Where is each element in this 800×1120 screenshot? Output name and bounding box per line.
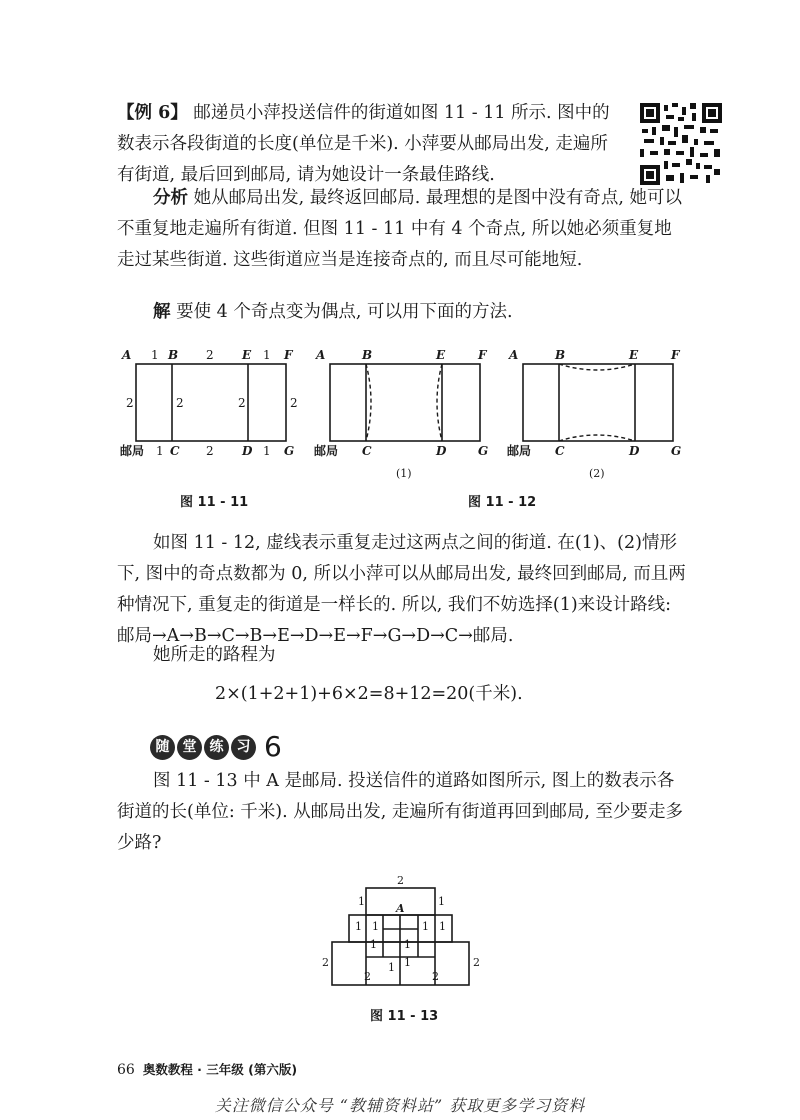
length-inner-8: 1 xyxy=(388,961,395,974)
length-inner-2: 1 xyxy=(372,920,379,933)
qr-code-icon[interactable] xyxy=(640,103,722,185)
length-ed: 2 xyxy=(238,396,246,410)
length-ab: 1 xyxy=(151,348,159,362)
point-g-label: G xyxy=(478,444,489,458)
solution-paragraph xyxy=(117,297,687,328)
point-f-label: F xyxy=(478,348,487,362)
post-office-label: 邮局 xyxy=(120,444,145,458)
length-right: 2 xyxy=(473,956,480,969)
length-upper-right: 1 xyxy=(438,895,445,908)
length-post-c: 1 xyxy=(156,444,164,458)
practice-badge-4: 习 xyxy=(231,735,256,760)
figure-11-13-caption: 图 11 - 13 xyxy=(370,1009,439,1024)
figure-11-11 xyxy=(118,340,308,465)
length-dg: 1 xyxy=(263,444,271,458)
solution-text: 要使 4 个奇点变为偶点, 可以用下面的方法. xyxy=(176,302,513,322)
point-d-label: D xyxy=(436,444,447,458)
point-c-label: C xyxy=(555,444,565,458)
length-fg: 2 xyxy=(290,396,298,410)
point-a-label: A xyxy=(509,348,519,362)
point-a-label: A xyxy=(122,348,132,362)
point-e-label: E xyxy=(242,348,252,362)
length-inner-5: 1 xyxy=(422,920,429,933)
length-bottom-right: 2 xyxy=(432,970,439,983)
page-footer xyxy=(117,1060,297,1078)
practice-badge-3: 练 xyxy=(204,735,229,760)
length-be: 2 xyxy=(206,348,214,362)
figure-11-12-part-1 xyxy=(312,340,497,480)
subfigure-1-label: (1) xyxy=(396,467,412,480)
point-f-label: F xyxy=(671,348,680,362)
post-office-label: 邮局 xyxy=(314,444,339,458)
point-a-label: A xyxy=(396,902,405,915)
point-c-label: C xyxy=(170,444,180,458)
practice-number: 6 xyxy=(264,730,282,763)
point-b-label: B xyxy=(362,348,373,362)
example-problem-text: 邮递员小萍投送信件的街道如图 11 - 11 所示. 图中的数表示各段街道的长度(单位是千米). 小萍要从邮局出发, 走遍所有街道, 最后回到邮局, 请为她设计一条最佳路线. xyxy=(117,103,610,185)
point-b-label: B xyxy=(168,348,179,362)
figure-11-12-part-2 xyxy=(505,340,690,480)
point-g-label: G xyxy=(284,444,295,458)
distance-formula: 2×(1+2+1)+6×2=8+12=20(千米). xyxy=(215,684,523,704)
length-top: 2 xyxy=(397,874,404,887)
analysis-label: 分析 xyxy=(153,188,188,208)
point-d-label: D xyxy=(242,444,253,458)
analysis-text: 她从邮局出发, 最终返回邮局. 最理想的是图中没有奇点, 她可以不重复地走遍所有街道. 但图 11 - 11 中有 4 个奇点, 所以她必须重复地走过某些街道. 这些街道应当是连接奇点的, 而且尽可能地短. xyxy=(117,188,682,270)
analysis-paragraph xyxy=(117,183,687,276)
practice-section-header xyxy=(150,730,282,763)
length-bottom-left: 2 xyxy=(364,970,371,983)
length-inner-4: 1 xyxy=(404,938,411,951)
length-ef: 1 xyxy=(263,348,271,362)
figure-11-13 xyxy=(318,872,488,997)
book-title: 奥数教程 · 三年级 (第六版) xyxy=(142,1062,298,1077)
point-g-label: G xyxy=(671,444,682,458)
length-upper-left: 1 xyxy=(358,895,365,908)
point-b-label: B xyxy=(555,348,566,362)
length-left: 2 xyxy=(322,956,329,969)
subfigure-2-label: (2) xyxy=(589,467,605,480)
length-a-post: 2 xyxy=(126,396,134,410)
figure-11-12-caption: 图 11 - 12 xyxy=(468,495,537,510)
length-cd: 2 xyxy=(206,444,214,458)
solution-label: 解 xyxy=(153,302,171,322)
explanation-paragraph: 如图 11 - 12, 虚线表示重复走过这两点之间的街道. 在(1)、(2)情形下, 图中的奇点数都为 0, 所以小萍可以从邮局出发, 最终回到邮局, 而且两种情况下, 重复走的街道是一样长的. 所以, 我们不妨选择(1)来设计路线: 邮局→A→B→C→B→E→D→E→F→G→D→C→邮局. xyxy=(117,533,686,646)
distance-intro: 她所走的路程为 xyxy=(153,645,276,665)
figure-11-11-caption: 图 11 - 11 xyxy=(180,495,249,510)
example-label: 【例 6】 xyxy=(117,103,188,123)
point-d-label: D xyxy=(629,444,640,458)
practice-question: 图 11 - 13 中 A 是邮局. 投送信件的道路如图所示, 图上的数表示各街道的长(单位: 千米). 从邮局出发, 走遍所有街道再回到邮局, 至少要走多少路? xyxy=(117,771,683,853)
point-e-label: E xyxy=(436,348,446,362)
point-c-label: C xyxy=(362,444,372,458)
length-inner-1: 1 xyxy=(355,920,362,933)
example-problem xyxy=(117,98,622,191)
post-office-label: 邮局 xyxy=(507,444,532,458)
length-inner-6: 1 xyxy=(439,920,446,933)
point-e-label: E xyxy=(629,348,639,362)
length-inner-7: 1 xyxy=(404,956,411,969)
watermark-text: 关注微信公众号 “教辅资料站” 获取更多学习资料 xyxy=(214,1096,586,1115)
practice-badge-2: 堂 xyxy=(177,735,202,760)
page-number: 66 xyxy=(117,1062,135,1078)
point-a-label: A xyxy=(316,348,326,362)
length-bc: 2 xyxy=(176,396,184,410)
point-f-label: F xyxy=(284,348,293,362)
practice-badge-1: 随 xyxy=(150,735,175,760)
length-inner-3: 1 xyxy=(370,938,377,951)
